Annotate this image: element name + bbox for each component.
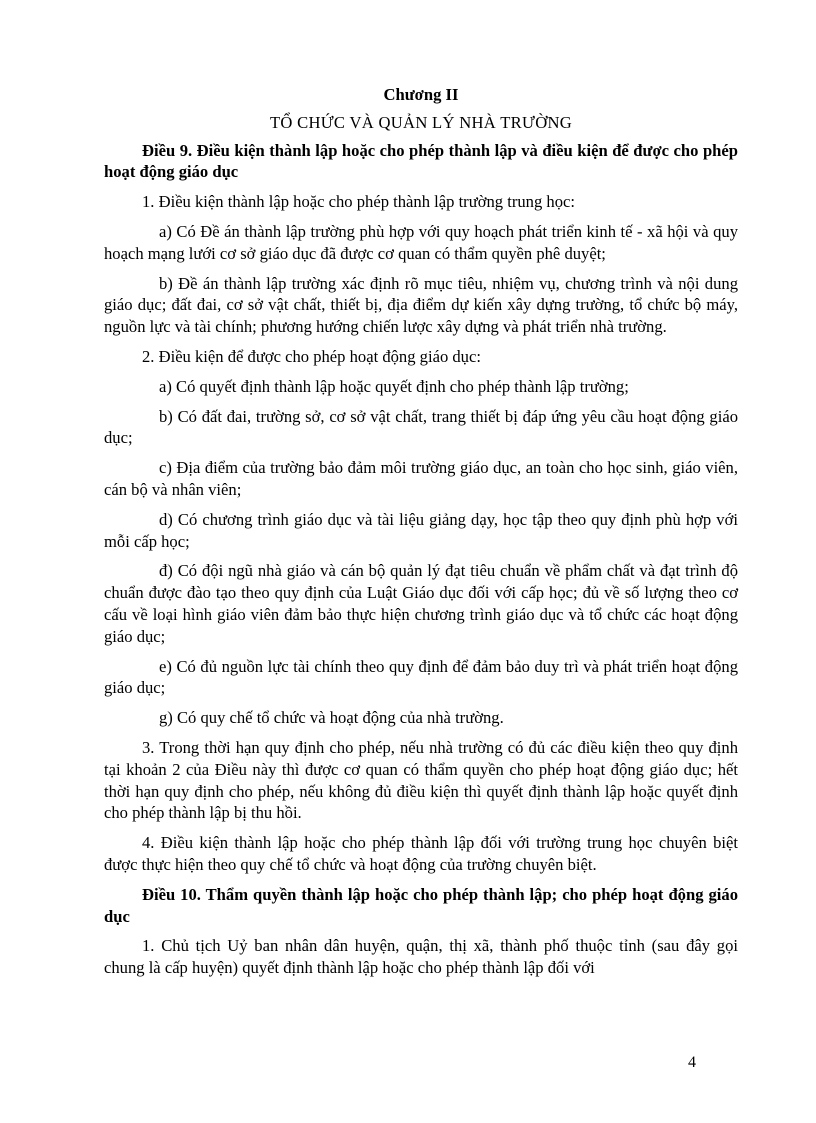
page-number: 4	[688, 1054, 696, 1071]
article-9-clause-2-dd: đ) Có đội ngũ nhà giáo và cán bộ quản lý đạt tiêu chuẩn về phẩm chất và đạt trình độ chuẩn được đào tạo theo quy định của Luật Giáo dục đối với cấp học; đủ về số lượng theo cơ cấu về loại hình giáo viên đảm bảo thực hiện chương trình giáo dục và tổ chức các hoạt động giáo dục;	[104, 561, 738, 646]
article-9-heading: Điều 9. Điều kiện thành lập hoặc cho phép thành lập và điều kiện để được cho phép hoạt động giáo dục	[104, 140, 738, 182]
page-body	[104, 84, 738, 987]
article-9-clause-1-b: b) Đề án thành lập trường xác định rõ mục tiêu, nhiệm vụ, chương trình và nội dung giáo dục; đất đai, cơ sở vật chất, thiết bị, địa điểm dự kiến xây dựng trường, tổ chức bộ máy, nguồn lực và tài chính; phương hướng chiến lược xây dựng và phát triển nhà trường.	[104, 273, 738, 337]
article-9-clause-3: 3. Trong thời hạn quy định cho phép, nếu nhà trường có đủ các điều kiện theo quy định tại khoản 2 của Điều này thì được cơ quan có thẩm quyền cho phép hoạt động giáo dục; hết thời hạn quy định cho phép, nếu không đủ điều kiện thì quyết định thành lập hoặc quyết định cho phép thành lập bị thu hồi.	[104, 737, 738, 823]
article-9-clause-2-e: e) Có đủ nguồn lực tài chính theo quy định để đảm bảo duy trì và phát triển hoạt động giáo dục;	[104, 656, 738, 698]
article-9-clause-1: 1. Điều kiện thành lập hoặc cho phép thành lập trường trung học:	[142, 192, 575, 212]
article-10-clause-1: 1. Chủ tịch Uỷ ban nhân dân huyện, quận, thị xã, thành phố thuộc tỉnh (sau đây gọi chung là cấp huyện) quyết định thành lập hoặc cho phép thành lập đối với	[104, 936, 738, 978]
chapter-title: Chương II	[383, 85, 459, 104]
article-9-clause-2: 2. Điều kiện để được cho phép hoạt động giáo dục:	[142, 346, 481, 366]
article-9-clause-2-b: b) Có đất đai, trường sở, cơ sở vật chất, trang thiết bị đáp ứng yêu cầu hoạt động giáo dục;	[104, 406, 738, 448]
article-9-clause-2-a: a) Có quyết định thành lập hoặc quyết định cho phép thành lập trường;	[159, 376, 629, 396]
article-9-clause-2-c: c) Địa điểm của trường bảo đảm môi trường giáo dục, an toàn cho học sinh, giáo viên, cán bộ và nhân viên;	[104, 458, 738, 499]
article-9-clause-1-a: a) Có Đề án thành lập trường phù hợp với quy hoạch phát triển kinh tế - xã hội và quy hoạch mạng lưới cơ sở giáo dục đã được cơ quan có thẩm quyền phê duyệt;	[104, 221, 738, 263]
chapter-subtitle: TỔ CHỨC VÀ QUẢN LÝ NHÀ TRƯỜNG	[269, 112, 573, 132]
article-9-clause-2-g: g) Có quy chế tổ chức và hoạt động của nhà trường.	[159, 708, 504, 728]
article-9-clause-4: 4. Điều kiện thành lập hoặc cho phép thành lập đối với trường trung học chuyên biệt được thực hiện theo quy chế tổ chức và hoạt động của trường chuyên biệt.	[104, 833, 738, 874]
article-10-heading: Điều 10. Thẩm quyền thành lập hoặc cho phép thành lập; cho phép hoạt động giáo dục	[104, 884, 738, 926]
article-9-clause-2-d: d) Có chương trình giáo dục và tài liệu giảng dạy, học tập theo quy định phù hợp với mỗi cấp học;	[104, 509, 738, 551]
